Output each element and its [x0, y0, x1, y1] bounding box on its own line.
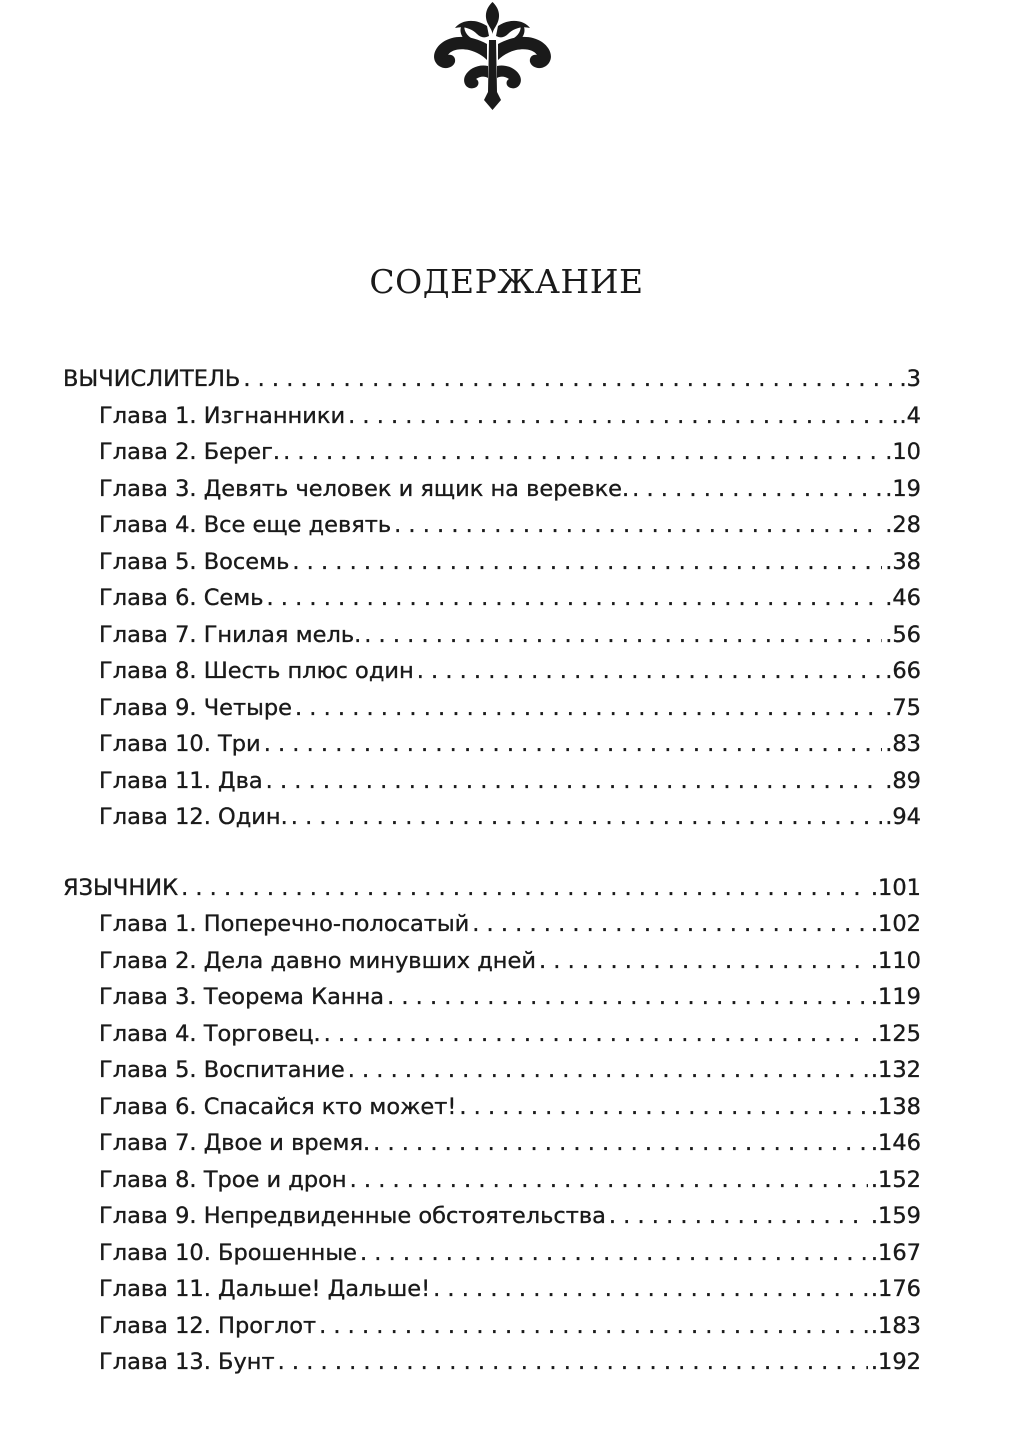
- toc-page-number: .38: [885, 548, 921, 575]
- toc-page-number: .56: [885, 621, 921, 648]
- toc-chapter-row: [63, 617, 921, 654]
- toc-chapter-label: Глава 7. Двое и время.: [99, 1130, 371, 1156]
- toc-chapter-row: [63, 1198, 921, 1235]
- table-of-contents: [63, 361, 921, 1381]
- toc-page-number: .10: [885, 439, 921, 465]
- dot-leader: [632, 471, 882, 508]
- toc-page-number: .159: [870, 1203, 921, 1229]
- dot-leader: [348, 398, 896, 435]
- toc-page-number: .176: [870, 1276, 921, 1302]
- dot-leader: [364, 617, 882, 654]
- toc-page-number: .101: [870, 874, 921, 901]
- toc-page-number: .119: [870, 984, 921, 1010]
- toc-chapter-label: Глава 9. Четыре: [99, 694, 292, 721]
- toc-page-number: .125: [870, 1020, 921, 1047]
- floral-ornament-icon: [425, 0, 560, 112]
- toc-part-title: ЯЗЫЧНИК: [63, 874, 179, 901]
- dot-leader: [417, 653, 882, 690]
- toc-part-title: ВЫЧИСЛИТЕЛЬ: [63, 366, 241, 392]
- toc-chapter-label: Глава 12. Один.: [99, 804, 288, 830]
- dot-leader: [360, 1235, 868, 1272]
- toc-part-row: [63, 870, 921, 907]
- toc-chapter-row: [63, 653, 921, 690]
- dot-leader: [266, 763, 883, 800]
- toc-chapter-row: [63, 1235, 921, 1272]
- toc-page-number: .183: [870, 1312, 921, 1339]
- toc-chapter-row: [63, 690, 921, 727]
- toc-chapter-row: [63, 398, 921, 435]
- toc-chapter-label: Глава 6. Спасайся кто может!: [99, 1093, 457, 1120]
- toc-part: [63, 361, 921, 836]
- dot-leader: [264, 726, 883, 763]
- page-title: СОДЕРЖАНИЕ: [369, 262, 644, 301]
- toc-chapter-label: Глава 5. Воспитание: [99, 1057, 345, 1083]
- toc-page-number: .75: [885, 694, 921, 721]
- dot-leader: [181, 870, 868, 907]
- toc-chapter-row: [63, 1089, 921, 1126]
- toc-chapter-label: Глава 2. Берег.: [99, 439, 281, 465]
- toc-page-number: .146: [870, 1130, 921, 1156]
- toc-page-number: .19: [885, 475, 921, 502]
- toc-chapter-label: Глава 7. Гнилая мель.: [99, 621, 362, 648]
- toc-page-number: .152: [870, 1166, 921, 1193]
- toc-chapter-row: [63, 763, 921, 800]
- toc-chapter-label: Глава 10. Брошенные: [99, 1239, 357, 1266]
- dot-leader: [373, 1125, 868, 1162]
- toc-page-number: .192: [870, 1349, 921, 1375]
- toc-chapter-row: [63, 1052, 921, 1089]
- toc-chapter-label: Глава 8. Шесть плюс один: [99, 658, 414, 684]
- dot-leader: [324, 1016, 868, 1053]
- toc-chapter-label: Глава 2. Дела давно минувших дней: [99, 947, 536, 974]
- toc-chapter-label: Глава 1. Изгнанники: [99, 402, 346, 429]
- toc-chapter-label: Глава 6. Семь: [99, 585, 264, 611]
- toc-page-number: .66: [885, 658, 921, 684]
- dot-leader: [459, 1089, 868, 1126]
- dot-leader: [292, 544, 882, 581]
- toc-page-number: .167: [870, 1239, 921, 1266]
- toc-chapter-row: [63, 726, 921, 763]
- toc-chapter-label: Глава 3. Теорема Канна: [99, 984, 385, 1010]
- dot-leader: [278, 1344, 868, 1381]
- dot-leader: [609, 1198, 868, 1235]
- dot-leader: [350, 1162, 868, 1199]
- toc-part-row: [63, 361, 921, 398]
- toc-page-number: .138: [870, 1093, 921, 1120]
- toc-page-number: .132: [870, 1057, 921, 1083]
- toc-chapter-row: [63, 979, 921, 1016]
- toc-chapter-row: [63, 1016, 921, 1053]
- toc-chapter-row: [63, 1125, 921, 1162]
- toc-chapter-label: Глава 12. Проглот: [99, 1312, 317, 1339]
- toc-chapter-row: [63, 580, 921, 617]
- toc-chapter-row: [63, 1162, 921, 1199]
- toc-chapter-row: [63, 507, 921, 544]
- toc-chapter-row: [63, 471, 921, 508]
- toc-page-number: .110: [870, 947, 921, 974]
- dot-leader: [319, 1308, 868, 1345]
- toc-page-number: .46: [885, 585, 921, 611]
- toc-chapter-row: [63, 544, 921, 581]
- toc-page-number: .28: [885, 512, 921, 538]
- toc-page-number: .4: [899, 402, 921, 429]
- toc-chapter-row: [63, 906, 921, 943]
- dot-leader: [387, 979, 868, 1016]
- toc-chapter-label: Глава 4. Торговец.: [99, 1020, 321, 1047]
- dot-leader: [295, 690, 882, 727]
- dot-leader: [348, 1052, 868, 1089]
- toc-chapter-label: Глава 4. Все еще девять: [99, 512, 392, 538]
- toc-chapter-label: Глава 3. Девять человек и ящик на веревке.: [99, 475, 630, 502]
- toc-chapter-label: Глава 1. Поперечно-полосатый: [99, 911, 470, 937]
- toc-chapter-row: [63, 1344, 921, 1381]
- dot-leader: [539, 943, 868, 980]
- toc-chapter-row: [63, 434, 921, 471]
- toc-chapter-label: Глава 10. Три: [99, 731, 261, 757]
- toc-page-number: .3: [899, 366, 921, 392]
- toc-chapter-row: [63, 1308, 921, 1345]
- dot-leader: [291, 799, 882, 836]
- toc-page-number: .89: [885, 767, 921, 794]
- toc-chapter-label: Глава 13. Бунт: [99, 1349, 275, 1375]
- dot-leader: [394, 507, 882, 544]
- toc-page-number: .102: [870, 911, 921, 937]
- toc-chapter-label: Глава 5. Восемь: [99, 548, 290, 575]
- dot-leader: [433, 1271, 868, 1308]
- toc-chapter-row: [63, 943, 921, 980]
- toc-page-number: .94: [885, 804, 921, 830]
- toc-chapter-row: [63, 1271, 921, 1308]
- toc-page-number: .83: [885, 731, 921, 757]
- toc-chapter-row: [63, 799, 921, 836]
- dot-leader: [472, 906, 868, 943]
- toc-chapter-label: Глава 8. Трое и дрон: [99, 1166, 347, 1193]
- toc-part: [63, 870, 921, 1381]
- toc-chapter-label: Глава 9. Непредвиденные обстоятельства: [99, 1203, 606, 1229]
- dot-leader: [243, 361, 896, 398]
- toc-chapter-label: Глава 11. Два: [99, 767, 263, 794]
- dot-leader: [267, 580, 883, 617]
- dot-leader: [283, 434, 882, 471]
- toc-chapter-label: Глава 11. Дальше! Дальше!: [99, 1276, 431, 1302]
